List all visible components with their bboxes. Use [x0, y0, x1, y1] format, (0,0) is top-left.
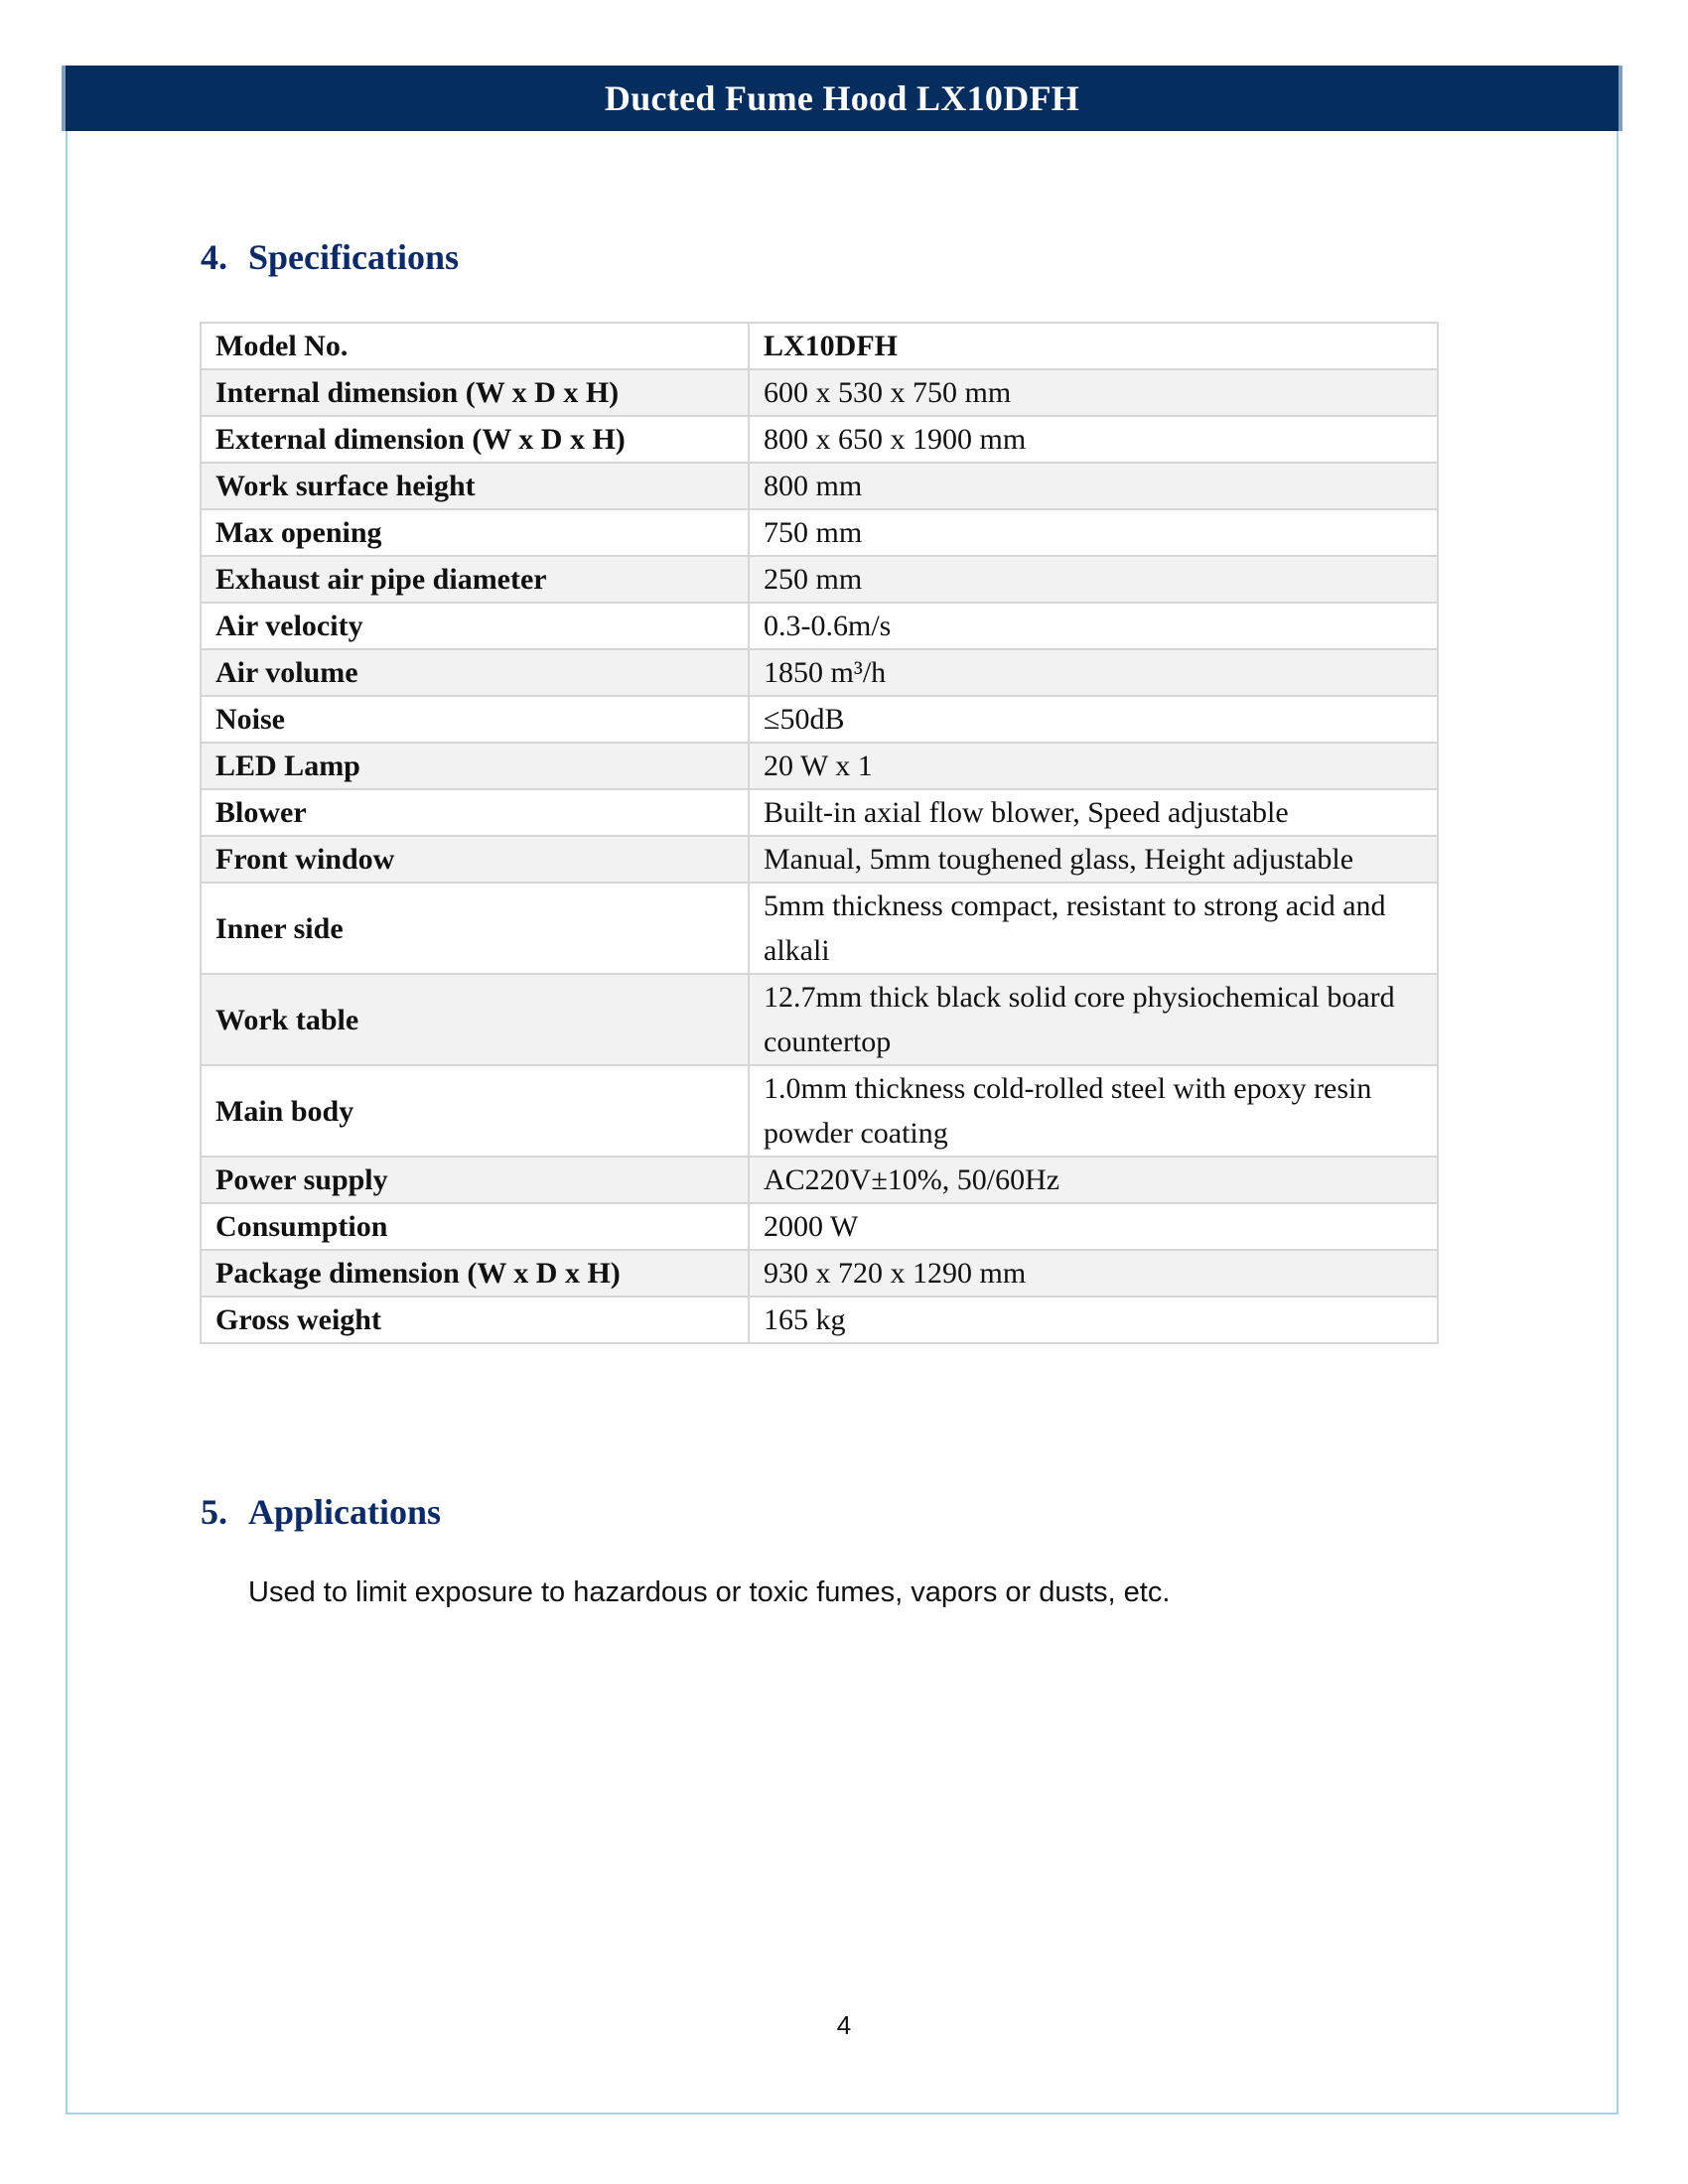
table-row	[201, 1203, 1438, 1250]
table-row	[201, 603, 1438, 649]
spec-label: Exhaust air pipe diameter	[201, 556, 749, 603]
spec-value: 250 mm	[749, 556, 1438, 603]
table-row	[201, 789, 1438, 836]
table-row	[201, 743, 1438, 789]
table-row	[201, 1250, 1438, 1297]
table-row	[201, 649, 1438, 696]
table-row	[201, 556, 1438, 603]
table-row	[201, 509, 1438, 556]
table-row	[201, 696, 1438, 743]
spec-label: Model No.	[201, 323, 749, 369]
spec-value: 5mm thickness compact, resistant to strong acid and alkali	[749, 883, 1438, 974]
section-title: Specifications	[248, 237, 459, 277]
spec-value: 750 mm	[749, 509, 1438, 556]
spec-label: Blower	[201, 789, 749, 836]
table-row	[201, 369, 1438, 416]
spec-label: Air velocity	[201, 603, 749, 649]
spec-label: Internal dimension (W x D x H)	[201, 369, 749, 416]
header-bar	[62, 66, 1622, 131]
spec-label: External dimension (W x D x H)	[201, 416, 749, 463]
page-number: 4	[836, 2010, 852, 2040]
spec-value: 1.0mm thickness cold-rolled steel with epoxy resin powder coating	[749, 1065, 1438, 1157]
spec-label: Consumption	[201, 1203, 749, 1250]
spec-value: 0.3-0.6m/s	[749, 603, 1438, 649]
spec-label: Package dimension (W x D x H)	[201, 1250, 749, 1297]
spec-label: Gross weight	[201, 1297, 749, 1343]
table-row	[201, 416, 1438, 463]
spec-value: Built-in axial flow blower, Speed adjustable	[749, 789, 1438, 836]
spec-value: 800 mm	[749, 463, 1438, 509]
spec-value: 2000 W	[749, 1203, 1438, 1250]
spec-label: Air volume	[201, 649, 749, 696]
specifications-table	[200, 322, 1439, 1344]
spec-value: AC220V±10%, 50/60Hz	[749, 1157, 1438, 1203]
section-title: Applications	[248, 1492, 442, 1532]
spec-value: 20 W x 1	[749, 743, 1438, 789]
spec-value: 1850 m³/h	[749, 649, 1438, 696]
table-row	[201, 323, 1438, 369]
section-heading-specifications	[201, 236, 459, 278]
spec-label: Power supply	[201, 1157, 749, 1203]
spec-label: Main body	[201, 1065, 749, 1157]
table-row	[201, 883, 1438, 974]
section-heading-applications	[201, 1491, 441, 1533]
table-row	[201, 463, 1438, 509]
spec-label: Work surface height	[201, 463, 749, 509]
document-title: Ducted Fume Hood LX10DFH	[604, 78, 1080, 118]
spec-value: 600 x 530 x 750 mm	[749, 369, 1438, 416]
spec-value: 12.7mm thick black solid core physiochemical board countertop	[749, 974, 1438, 1065]
spec-label: Max opening	[201, 509, 749, 556]
section-number: 4.	[201, 237, 227, 277]
table-row	[201, 1157, 1438, 1203]
table-row	[201, 1297, 1438, 1343]
spec-value: 165 kg	[749, 1297, 1438, 1343]
spec-value: Manual, 5mm toughened glass, Height adjustable	[749, 836, 1438, 883]
section-number: 5.	[201, 1492, 227, 1532]
spec-value: 930 x 720 x 1290 mm	[749, 1250, 1438, 1297]
spec-label: LED Lamp	[201, 743, 749, 789]
table-row	[201, 974, 1438, 1065]
spec-value: LX10DFH	[749, 323, 1438, 369]
table-row	[201, 836, 1438, 883]
applications-text: Used to limit exposure to hazardous or toxic fumes, vapors or dusts, etc.	[248, 1576, 1171, 1608]
spec-label: Front window	[201, 836, 749, 883]
spec-value: ≤50dB	[749, 696, 1438, 743]
spec-value: 800 x 650 x 1900 mm	[749, 416, 1438, 463]
spec-label: Noise	[201, 696, 749, 743]
spec-label: Work table	[201, 974, 749, 1065]
table-row	[201, 1065, 1438, 1157]
spec-label: Inner side	[201, 883, 749, 974]
